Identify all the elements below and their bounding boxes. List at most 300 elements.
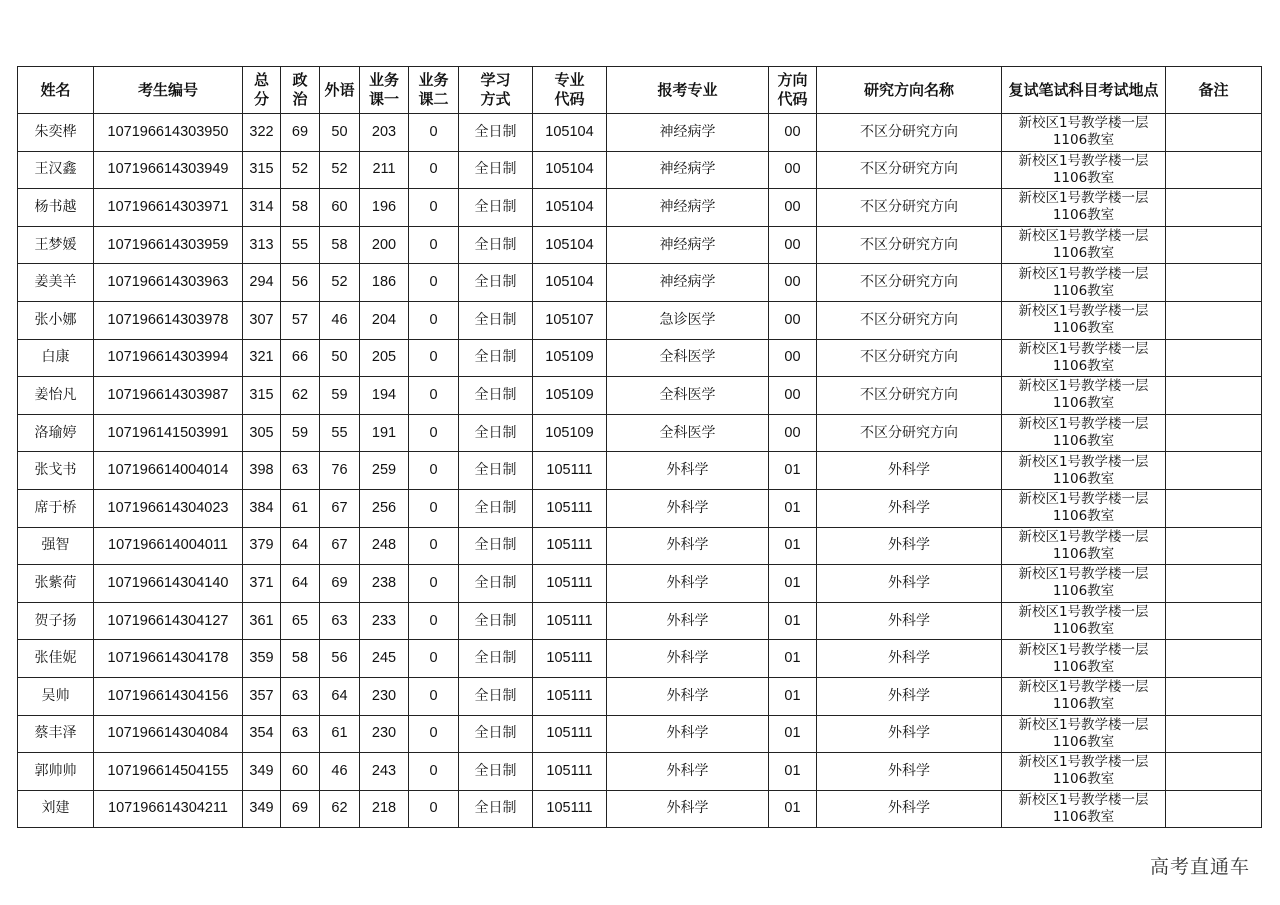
cell-course2: 0: [409, 414, 459, 452]
cell-remark: [1166, 339, 1262, 377]
cell-direction-code: 00: [769, 339, 817, 377]
exam-site-line1: 新校区1号教学楼一层: [1018, 566, 1149, 583]
cell-total: 314: [243, 189, 281, 227]
cell-study-mode: 全日制: [459, 715, 533, 753]
cell-direction-code: 00: [769, 264, 817, 302]
exam-site-line2: 1106教室: [1052, 395, 1115, 412]
cell-exam-site: [1002, 151, 1166, 189]
cell-name: 张戈书: [18, 452, 94, 490]
header-study-mode: 学习 方式: [459, 67, 533, 114]
table-row: [18, 301, 1262, 339]
cell-politics: 63: [281, 677, 320, 715]
cell-course2: 0: [409, 602, 459, 640]
cell-study-mode: 全日制: [459, 114, 533, 152]
cell-total: 315: [243, 151, 281, 189]
cell-direction-name: 不区分研究方向: [817, 226, 1002, 264]
cell-course2: 0: [409, 640, 459, 678]
cell-direction-name: 外科学: [817, 790, 1002, 828]
cell-foreign: 52: [320, 151, 360, 189]
cell-study-mode: 全日制: [459, 414, 533, 452]
exam-site-line2: 1106教室: [1052, 357, 1115, 374]
cell-direction-name: 不区分研究方向: [817, 189, 1002, 227]
cell-major-code: 105111: [533, 677, 607, 715]
cell-major: 外科学: [607, 715, 769, 753]
cell-politics: 61: [281, 489, 320, 527]
cell-direction-code: 01: [769, 602, 817, 640]
cell-course2: 0: [409, 339, 459, 377]
cell-direction-name: 外科学: [817, 527, 1002, 565]
cell-major-code: 105111: [533, 715, 607, 753]
cell-direction-code: 01: [769, 452, 817, 490]
cell-exam-id: 107196614303987: [94, 377, 243, 415]
exam-site-line2: 1106教室: [1052, 207, 1115, 224]
cell-foreign: 55: [320, 414, 360, 452]
cell-name: 洛瑜婷: [18, 414, 94, 452]
cell-name: 吴帅: [18, 677, 94, 715]
exam-site-line2: 1106教室: [1052, 733, 1115, 750]
header-course2: 业务 课二: [409, 67, 459, 114]
cell-direction-name: 不区分研究方向: [817, 264, 1002, 302]
cell-exam-id: 107196614303950: [94, 114, 243, 152]
cell-foreign: 50: [320, 114, 360, 152]
table-row: [18, 114, 1262, 152]
cell-course1: 211: [360, 151, 409, 189]
cell-exam-site: [1002, 602, 1166, 640]
cell-major: 神经病学: [607, 151, 769, 189]
cell-study-mode: 全日制: [459, 753, 533, 791]
cell-name: 杨书越: [18, 189, 94, 227]
cell-study-mode: 全日制: [459, 452, 533, 490]
cell-course2: 0: [409, 715, 459, 753]
table-row: [18, 790, 1262, 828]
cell-name: 王汉鑫: [18, 151, 94, 189]
exam-site-line2: 1106教室: [1052, 508, 1115, 525]
cell-major: 神经病学: [607, 189, 769, 227]
cell-major-code: 105111: [533, 602, 607, 640]
cell-major-code: 105109: [533, 377, 607, 415]
cell-foreign: 58: [320, 226, 360, 264]
cell-remark: [1166, 114, 1262, 152]
cell-remark: [1166, 189, 1262, 227]
cell-course1: 256: [360, 489, 409, 527]
cell-direction-name: 外科学: [817, 640, 1002, 678]
cell-major: 神经病学: [607, 114, 769, 152]
cell-direction-name: 外科学: [817, 565, 1002, 603]
exam-site-line2: 1106教室: [1052, 470, 1115, 487]
header-name: 姓名: [18, 67, 94, 114]
cell-remark: [1166, 602, 1262, 640]
cell-direction-name: 外科学: [817, 452, 1002, 490]
table-row: [18, 565, 1262, 603]
cell-direction-name: 不区分研究方向: [817, 301, 1002, 339]
cell-politics: 66: [281, 339, 320, 377]
cell-remark: [1166, 452, 1262, 490]
cell-study-mode: 全日制: [459, 151, 533, 189]
cell-total: 379: [243, 527, 281, 565]
cell-direction-code: 01: [769, 489, 817, 527]
header-total: 总 分: [243, 67, 281, 114]
exam-site-line1: 新校区1号教学楼一层: [1018, 528, 1149, 545]
cell-course2: 0: [409, 301, 459, 339]
cell-politics: 59: [281, 414, 320, 452]
table-row: [18, 640, 1262, 678]
cell-course1: 196: [360, 189, 409, 227]
exam-site-line1: 新校区1号教学楼一层: [1018, 115, 1149, 132]
cell-major-code: 105109: [533, 414, 607, 452]
exam-site-line2: 1106教室: [1052, 696, 1115, 713]
cell-major: 外科学: [607, 565, 769, 603]
cell-direction-code: 01: [769, 677, 817, 715]
cell-politics: 60: [281, 753, 320, 791]
exam-site-line2: 1106教室: [1052, 808, 1115, 825]
exam-site-line1: 新校区1号教学楼一层: [1018, 679, 1149, 696]
table-row: [18, 715, 1262, 753]
cell-total: 361: [243, 602, 281, 640]
cell-major-code: 105111: [533, 489, 607, 527]
cell-course2: 0: [409, 114, 459, 152]
exam-site-line1: 新校区1号教学楼一层: [1018, 754, 1149, 771]
cell-name: 强智: [18, 527, 94, 565]
cell-direction-name: 外科学: [817, 753, 1002, 791]
cell-exam-id: 107196614304140: [94, 565, 243, 603]
exam-site-line1: 新校区1号教学楼一层: [1018, 604, 1149, 621]
cell-major-code: 105104: [533, 151, 607, 189]
cell-major-code: 105107: [533, 301, 607, 339]
cell-exam-id: 107196614304156: [94, 677, 243, 715]
exam-site-line2: 1106教室: [1052, 545, 1115, 562]
cell-remark: [1166, 226, 1262, 264]
cell-study-mode: 全日制: [459, 565, 533, 603]
exam-site-line1: 新校区1号教学楼一层: [1018, 265, 1149, 282]
cell-foreign: 64: [320, 677, 360, 715]
cell-direction-name: 不区分研究方向: [817, 114, 1002, 152]
cell-foreign: 52: [320, 264, 360, 302]
cell-foreign: 46: [320, 301, 360, 339]
cell-exam-site: [1002, 452, 1166, 490]
cell-exam-site: [1002, 114, 1166, 152]
cell-major: 全科医学: [607, 414, 769, 452]
cell-exam-id: 107196614303978: [94, 301, 243, 339]
table-row: [18, 489, 1262, 527]
cell-foreign: 61: [320, 715, 360, 753]
cell-direction-code: 00: [769, 189, 817, 227]
cell-direction-name: 外科学: [817, 489, 1002, 527]
cell-direction-code: 00: [769, 226, 817, 264]
exam-site-line2: 1106教室: [1052, 245, 1115, 262]
cell-total: 322: [243, 114, 281, 152]
cell-exam-id: 107196614303994: [94, 339, 243, 377]
cell-course2: 0: [409, 452, 459, 490]
cell-name: 席于桥: [18, 489, 94, 527]
cell-remark: [1166, 715, 1262, 753]
cell-major-code: 105111: [533, 790, 607, 828]
cell-course2: 0: [409, 790, 459, 828]
cell-direction-code: 01: [769, 790, 817, 828]
cell-major-code: 105111: [533, 640, 607, 678]
cell-study-mode: 全日制: [459, 677, 533, 715]
cell-course1: 230: [360, 715, 409, 753]
cell-politics: 56: [281, 264, 320, 302]
cell-name: 王梦媛: [18, 226, 94, 264]
cell-major: 外科学: [607, 602, 769, 640]
cell-major: 全科医学: [607, 339, 769, 377]
cell-politics: 64: [281, 527, 320, 565]
cell-politics: 58: [281, 189, 320, 227]
cell-total: 349: [243, 753, 281, 791]
cell-politics: 62: [281, 377, 320, 415]
watermark-text: 高考直通车: [1149, 856, 1250, 878]
cell-total: 321: [243, 339, 281, 377]
cell-course2: 0: [409, 226, 459, 264]
cell-course2: 0: [409, 151, 459, 189]
cell-total: 349: [243, 790, 281, 828]
cell-study-mode: 全日制: [459, 489, 533, 527]
header-course1: 业务 课一: [360, 67, 409, 114]
cell-course2: 0: [409, 677, 459, 715]
cell-course1: 200: [360, 226, 409, 264]
cell-total: 307: [243, 301, 281, 339]
header-politics: 政 治: [281, 67, 320, 114]
header-major: 报考专业: [607, 67, 769, 114]
header-direction-name: 研究方向名称: [817, 67, 1002, 114]
cell-politics: 63: [281, 715, 320, 753]
table-row: [18, 602, 1262, 640]
cell-remark: [1166, 527, 1262, 565]
cell-exam-id: 107196614303971: [94, 189, 243, 227]
cell-course1: 194: [360, 377, 409, 415]
table-row: [18, 189, 1262, 227]
cell-exam-site: [1002, 189, 1166, 227]
cell-total: 354: [243, 715, 281, 753]
cell-course2: 0: [409, 565, 459, 603]
exam-site-line2: 1106教室: [1052, 433, 1115, 450]
cell-major: 外科学: [607, 640, 769, 678]
cell-exam-id: 107196614504155: [94, 753, 243, 791]
cell-course2: 0: [409, 489, 459, 527]
cell-direction-name: 不区分研究方向: [817, 151, 1002, 189]
header-direction-code: 方向 代码: [769, 67, 817, 114]
table-row: [18, 339, 1262, 377]
cell-course1: 259: [360, 452, 409, 490]
cell-course1: 248: [360, 527, 409, 565]
cell-major: 外科学: [607, 753, 769, 791]
exam-site-line2: 1106教室: [1052, 771, 1115, 788]
cell-remark: [1166, 565, 1262, 603]
exam-site-line1: 新校区1号教学楼一层: [1018, 152, 1149, 169]
cell-total: 398: [243, 452, 281, 490]
cell-direction-code: 00: [769, 301, 817, 339]
cell-major: 外科学: [607, 452, 769, 490]
cell-foreign: 59: [320, 377, 360, 415]
exam-site-line1: 新校区1号教学楼一层: [1018, 641, 1149, 658]
cell-name: 蔡丰泽: [18, 715, 94, 753]
cell-name: 姜美羊: [18, 264, 94, 302]
table-row: [18, 452, 1262, 490]
cell-course1: 191: [360, 414, 409, 452]
cell-course1: 233: [360, 602, 409, 640]
cell-course1: 203: [360, 114, 409, 152]
cell-study-mode: 全日制: [459, 189, 533, 227]
cell-major: 神经病学: [607, 264, 769, 302]
cell-name: 白康: [18, 339, 94, 377]
cell-foreign: 67: [320, 527, 360, 565]
cell-remark: [1166, 264, 1262, 302]
cell-foreign: 50: [320, 339, 360, 377]
cell-direction-name: 不区分研究方向: [817, 414, 1002, 452]
header-exam-id: 考生编号: [94, 67, 243, 114]
cell-foreign: 63: [320, 602, 360, 640]
cell-name: 郭帅帅: [18, 753, 94, 791]
cell-name: 朱奕桦: [18, 114, 94, 152]
table-row: [18, 377, 1262, 415]
cell-remark: [1166, 301, 1262, 339]
cell-major: 神经病学: [607, 226, 769, 264]
header-exam-site: 复试笔试科目考试地点: [1002, 67, 1166, 114]
exam-site-line1: 新校区1号教学楼一层: [1018, 791, 1149, 808]
exam-site-line1: 新校区1号教学楼一层: [1018, 716, 1149, 733]
cell-course2: 0: [409, 189, 459, 227]
cell-course1: 186: [360, 264, 409, 302]
table-row: [18, 226, 1262, 264]
cell-exam-id: 107196614004014: [94, 452, 243, 490]
cell-remark: [1166, 677, 1262, 715]
cell-exam-id: 107196614304178: [94, 640, 243, 678]
cell-course1: 245: [360, 640, 409, 678]
cell-total: 357: [243, 677, 281, 715]
cell-direction-name: 外科学: [817, 677, 1002, 715]
cell-exam-site: [1002, 753, 1166, 791]
cell-total: 371: [243, 565, 281, 603]
cell-study-mode: 全日制: [459, 264, 533, 302]
cell-exam-id: 107196614004011: [94, 527, 243, 565]
cell-major-code: 105109: [533, 339, 607, 377]
cell-exam-site: [1002, 226, 1166, 264]
cell-major-code: 105111: [533, 565, 607, 603]
cell-course1: 238: [360, 565, 409, 603]
exam-site-line2: 1106教室: [1052, 320, 1115, 337]
cell-direction-code: 01: [769, 640, 817, 678]
admission-score-table: [17, 66, 1262, 828]
cell-politics: 57: [281, 301, 320, 339]
cell-exam-site: [1002, 489, 1166, 527]
cell-course1: 230: [360, 677, 409, 715]
cell-foreign: 67: [320, 489, 360, 527]
cell-course1: 243: [360, 753, 409, 791]
cell-course1: 204: [360, 301, 409, 339]
cell-total: 315: [243, 377, 281, 415]
cell-exam-site: [1002, 301, 1166, 339]
table-row: [18, 677, 1262, 715]
cell-exam-id: 107196614304127: [94, 602, 243, 640]
cell-major: 外科学: [607, 790, 769, 828]
cell-exam-id: 107196614304211: [94, 790, 243, 828]
exam-site-line2: 1106教室: [1052, 282, 1115, 299]
table-row: [18, 151, 1262, 189]
cell-remark: [1166, 151, 1262, 189]
cell-course1: 205: [360, 339, 409, 377]
cell-course2: 0: [409, 527, 459, 565]
cell-exam-site: [1002, 565, 1166, 603]
cell-total: 359: [243, 640, 281, 678]
cell-study-mode: 全日制: [459, 640, 533, 678]
cell-direction-code: 01: [769, 527, 817, 565]
cell-course2: 0: [409, 377, 459, 415]
cell-study-mode: 全日制: [459, 339, 533, 377]
cell-major: 全科医学: [607, 377, 769, 415]
table-row: [18, 753, 1262, 791]
cell-exam-site: [1002, 377, 1166, 415]
header-major-code: 专业 代码: [533, 67, 607, 114]
cell-study-mode: 全日制: [459, 226, 533, 264]
cell-direction-name: 外科学: [817, 715, 1002, 753]
cell-course1: 218: [360, 790, 409, 828]
cell-foreign: 56: [320, 640, 360, 678]
exam-site-line2: 1106教室: [1052, 621, 1115, 638]
cell-study-mode: 全日制: [459, 602, 533, 640]
cell-exam-site: [1002, 677, 1166, 715]
cell-name: 张佳妮: [18, 640, 94, 678]
cell-foreign: 60: [320, 189, 360, 227]
cell-major: 外科学: [607, 677, 769, 715]
cell-foreign: 69: [320, 565, 360, 603]
cell-politics: 69: [281, 114, 320, 152]
cell-direction-code: 01: [769, 565, 817, 603]
table-row: [18, 414, 1262, 452]
cell-major: 外科学: [607, 527, 769, 565]
cell-major-code: 105104: [533, 264, 607, 302]
cell-direction-name: 不区分研究方向: [817, 377, 1002, 415]
cell-name: 姜怡凡: [18, 377, 94, 415]
cell-exam-id: 107196614303949: [94, 151, 243, 189]
cell-course2: 0: [409, 264, 459, 302]
cell-direction-code: 00: [769, 414, 817, 452]
cell-name: 张小娜: [18, 301, 94, 339]
cell-exam-site: [1002, 264, 1166, 302]
cell-remark: [1166, 489, 1262, 527]
exam-site-line1: 新校区1号教学楼一层: [1018, 416, 1149, 433]
cell-total: 305: [243, 414, 281, 452]
cell-major: 急诊医学: [607, 301, 769, 339]
cell-study-mode: 全日制: [459, 301, 533, 339]
cell-foreign: 62: [320, 790, 360, 828]
cell-remark: [1166, 753, 1262, 791]
cell-exam-id: 107196614303959: [94, 226, 243, 264]
cell-total: 384: [243, 489, 281, 527]
cell-study-mode: 全日制: [459, 527, 533, 565]
cell-exam-site: [1002, 640, 1166, 678]
exam-site-line2: 1106教室: [1052, 132, 1115, 149]
cell-politics: 52: [281, 151, 320, 189]
cell-direction-name: 外科学: [817, 602, 1002, 640]
cell-name: 贺子扬: [18, 602, 94, 640]
cell-exam-site: [1002, 527, 1166, 565]
cell-direction-code: 00: [769, 151, 817, 189]
cell-major: 外科学: [607, 489, 769, 527]
cell-total: 313: [243, 226, 281, 264]
cell-major-code: 105111: [533, 527, 607, 565]
cell-politics: 69: [281, 790, 320, 828]
table-row: [18, 264, 1262, 302]
header-remark: 备注: [1166, 67, 1262, 114]
exam-site-line1: 新校区1号教学楼一层: [1018, 453, 1149, 470]
cell-exam-id: 107196614304023: [94, 489, 243, 527]
cell-foreign: 76: [320, 452, 360, 490]
exam-site-line2: 1106教室: [1052, 658, 1115, 675]
cell-politics: 58: [281, 640, 320, 678]
cell-exam-site: [1002, 790, 1166, 828]
cell-total: 294: [243, 264, 281, 302]
table-header-row: [18, 67, 1262, 114]
